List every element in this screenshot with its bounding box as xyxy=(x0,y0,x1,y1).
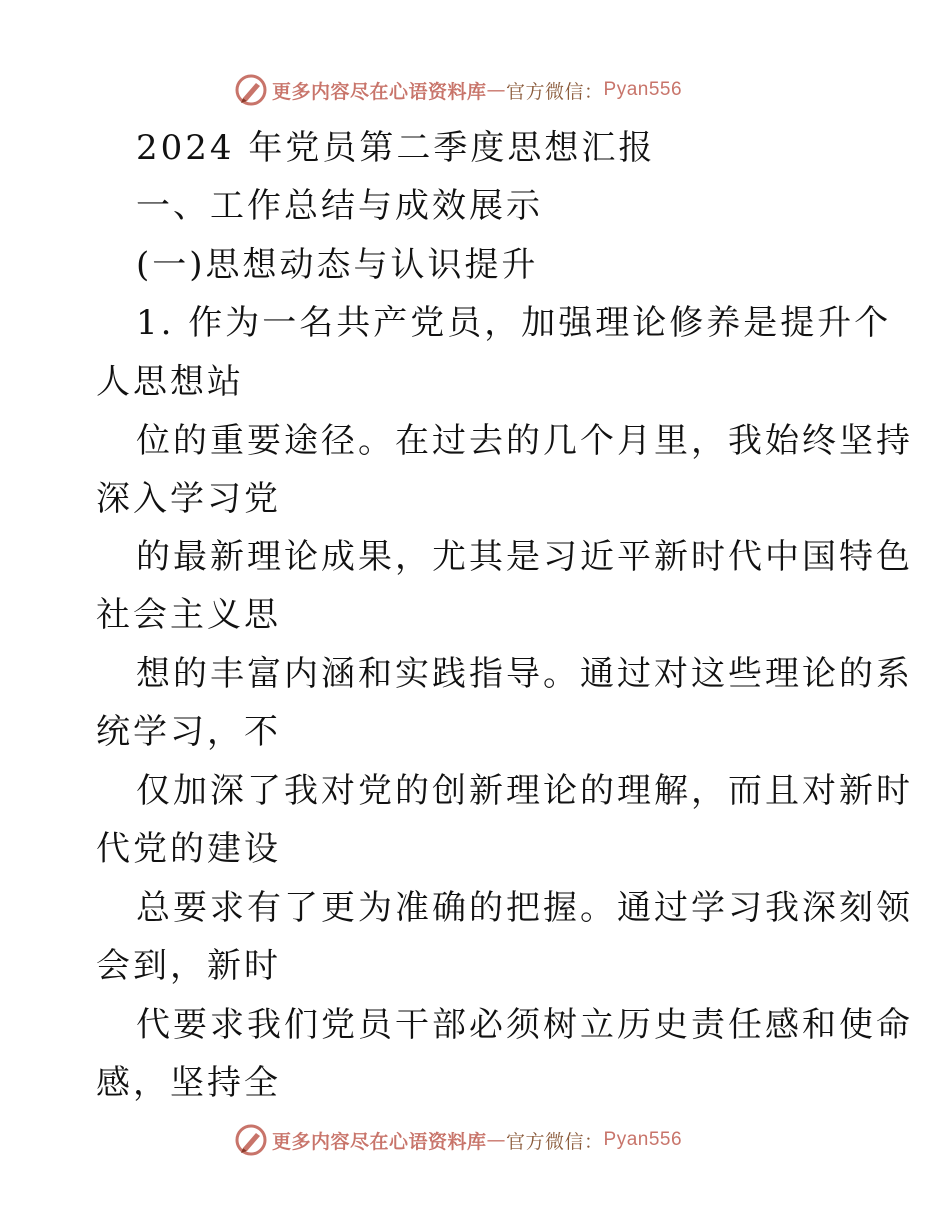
body-line: 1. 作为一名共产党员，加强理论修养是提升个 xyxy=(136,303,892,343)
pen-logo-icon xyxy=(234,1123,268,1157)
body-line: 人思想站 xyxy=(96,362,244,402)
watermark-main-text: 更多内容尽在心语资料库 xyxy=(272,80,487,103)
watermark-dash: — xyxy=(486,79,507,101)
body-line: 代党的建设 xyxy=(96,829,281,869)
body-line: 代要求我们党员干部必须树立历史责任感和使命 xyxy=(136,1005,913,1045)
watermark-dash: — xyxy=(486,1129,507,1151)
document-title: 2024 年党员第二季度思想汇报 xyxy=(136,128,656,168)
watermark-wechat-label: 官方微信： xyxy=(506,80,604,103)
watermark-wechat-id: Pyan556 xyxy=(603,79,683,100)
header-watermark xyxy=(234,72,754,108)
body-line: 统学习，不 xyxy=(96,712,281,752)
body-line: 仅加深了我对党的创新理论的理解，而且对新时 xyxy=(136,771,913,811)
body-line: 感，坚持全 xyxy=(96,1063,281,1103)
section-heading: 一、工作总结与成效展示 xyxy=(136,186,543,226)
footer-watermark xyxy=(234,1122,754,1158)
body-line: 总要求有了更为准确的把握。通过学习我深刻领 xyxy=(136,888,913,928)
watermark-wechat-id: Pyan556 xyxy=(603,1129,683,1150)
body-line: 想的丰富内涵和实践指导。通过对这些理论的系 xyxy=(136,654,913,694)
body-line: 位的重要途径。在过去的几个月里，我始终坚持 xyxy=(136,421,913,461)
pen-logo-icon xyxy=(234,73,268,107)
body-line: 的最新理论成果，尤其是习近平新时代中国特色 xyxy=(136,537,913,577)
body-line: 会到，新时 xyxy=(96,946,281,986)
body-line: 深入学习党 xyxy=(96,479,281,519)
watermark-main-text: 更多内容尽在心语资料库 xyxy=(272,1130,487,1153)
subsection-heading: (一)思想动态与认识提升 xyxy=(136,245,539,285)
watermark-wechat-label: 官方微信： xyxy=(506,1130,604,1153)
body-line: 社会主义思 xyxy=(96,595,281,635)
